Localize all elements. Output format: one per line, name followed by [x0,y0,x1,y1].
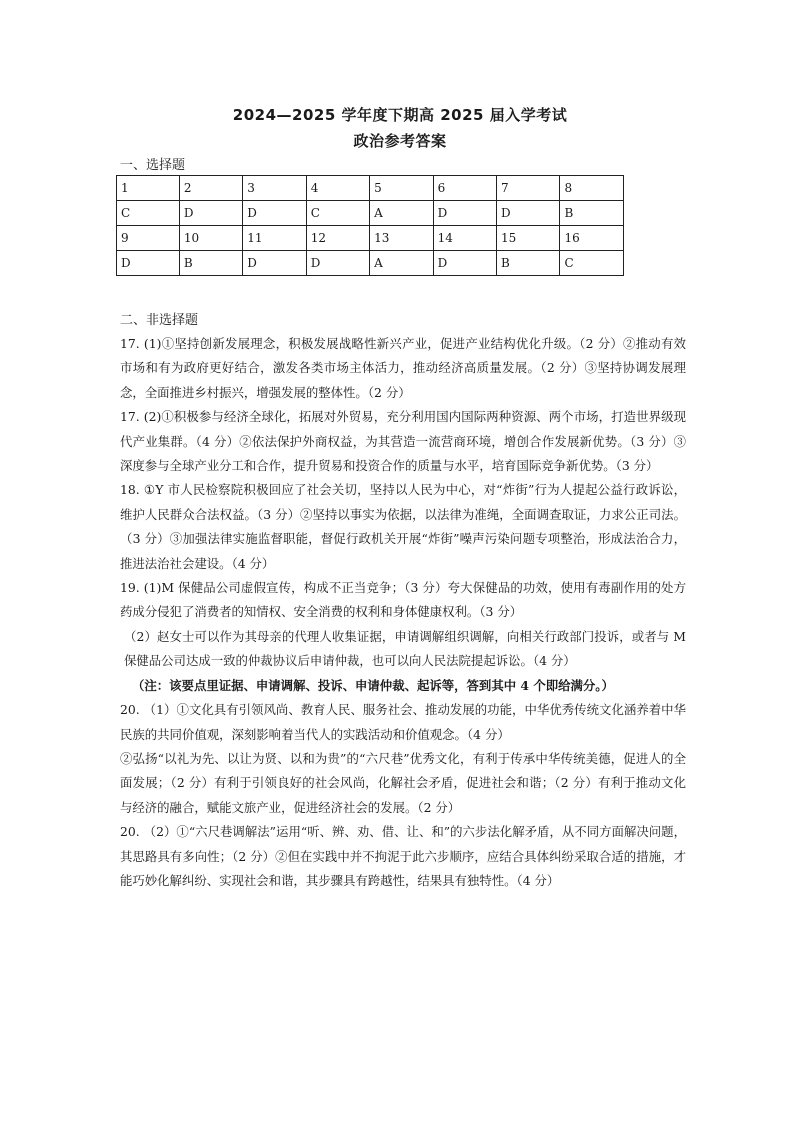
section-heading-non-multiple-choice: 二、非选择题 [120,313,199,328]
table-cell: 8 [560,176,624,201]
table-cell: 13 [370,226,433,251]
answer-paragraph-20-2: 20. （2）①“六尺巷调解法”运用“听、辨、劝、借、让、和”的六步法化解矛盾，从不同方面解决问题，其思路具有多向性；（2 分）②但在实践中并不拘泥于此六步顺序，应结合具体纠纷采取合适的措施，才能巧妙化解纠纷、实现社会和谐，其步骤具有跨越性，结果具有独特性。（4 分） [120,824,686,888]
table-cell: 15 [497,226,560,251]
scoring-note: （注：该要点里证据、申请调解、投诉、申请仲裁、起诉等，答到其中 4 个即给满分。） [132,677,614,693]
answer-paragraph-17-2: 17. (2)①积极参与经济全球化，拓展对外贸易，充分利用国内国际两种资源、两个市场，打造世界级现代产业集群。（4 分）②依法保护外商权益，为其营造一流营商环境，增创合作发展新优势。（3 分）③深度参与全球产业分工和合作，提升贸易和投资合作的质量与水平，培育国际竞争新优势。（3 分） [120,409,686,474]
table-cell: D [179,201,242,226]
answer-paragraph-19-2: （2）赵女士可以作为其母亲的代理人收集证据，申请调解组织调解，向相关行政部门投诉，或者与 M 保健品公司达成一致的仲裁协议后申请仲裁，也可以向人民法院提起诉讼。（4 分） [124,628,686,669]
table-cell: B [560,201,624,226]
section-heading-multiple-choice: 一、选择题 [120,158,186,173]
table-cell: C [560,251,624,276]
table-cell: B [179,251,242,276]
table-cell: B [497,251,560,276]
table-cell: C [306,201,369,226]
answer-paragraph-20-1b: ②弘扬“以礼为先、以让为贤、以和为贵”的“六尺巷”优秀文化，有利于传承中华传统美德，促进人的全面发展；（2 分）有利于引领良好的社会风尚，化解社会矛盾，促进社会和谐；（2 分）有利于推动文化与经济的融合，赋能文旅产业，促进经济社会的发展。（2 分） [120,750,686,815]
table-cell: A [370,251,433,276]
table-cell: 4 [306,176,369,201]
page-subtitle: 政治参考答案 [353,132,447,150]
table-row [117,176,624,201]
answer-table [116,175,624,276]
table-cell: 7 [497,176,560,201]
table-cell: 9 [117,226,180,251]
table-cell: A [370,201,433,226]
table-cell: D [497,201,560,226]
page-title: 2024—2025 学年度下期高 2025 届入学考试 [232,106,568,124]
table-cell: 11 [243,226,306,251]
answer-paragraph-18: 18. ①Y 市人民检察院积极回应了社会关切，坚持以人民为中心，对“炸街”行为人提起公益行政诉讼，维护人民群众合法权益。（3 分）②坚持以事实为依据，以法律为准绳，全面调查取证，力求公正司法。（3 分）③加强法律实施监督职能，督促行政机关开展“炸街”噪声污染问题专项整治，形成法治合力，推进法治社会建设。（4 分） [120,482,686,571]
table-cell: D [243,201,306,226]
table-cell: 3 [243,176,306,201]
table-row [117,251,624,276]
table-cell: 14 [433,226,496,251]
table-cell: D [117,251,180,276]
table-cell: 6 [433,176,496,201]
table-cell: 12 [306,226,369,251]
table-cell: D [433,251,496,276]
table-row [117,201,624,226]
answer-paragraph-20-1: 20. （1）①文化具有引领风尚、教育人民、服务社会、推动发展的功能，中华优秀传统文化涵养着中华民族的共同价值观，深刻影响着当代人的实践活动和价值观念。（4 分） [120,702,686,742]
table-cell: 1 [117,176,180,201]
table-cell: D [306,251,369,276]
answer-paragraph-19-1: 19. (1)M 保健品公司虚假宣传，构成不正当竞争；（3 分）夸大保健品的功效，使用有毒副作用的处方药成分侵犯了消费者的知情权、安全消费的权利和身体健康权利。（3 分） [120,580,686,620]
table-cell: 5 [370,176,433,201]
answer-body [120,332,686,893]
table-row [117,226,624,251]
table-cell: D [433,201,496,226]
table-cell: 16 [560,226,624,251]
table-cell: 2 [179,176,242,201]
answer-paragraph-17-1: 17. (1)①坚持创新发展理念，积极发展战略性新兴产业，促进产业结构优化升级。（2 分）②推动有效市场和有为政府更好结合，激发各类市场主体活力，推动经济高质量发展。（2 分）③坚持协调发展理念，全面推进乡村振兴，增强发展的整体性。（2 分） [120,336,686,400]
table-cell: D [243,251,306,276]
table-cell: 10 [179,226,242,251]
table-cell: C [117,201,180,226]
